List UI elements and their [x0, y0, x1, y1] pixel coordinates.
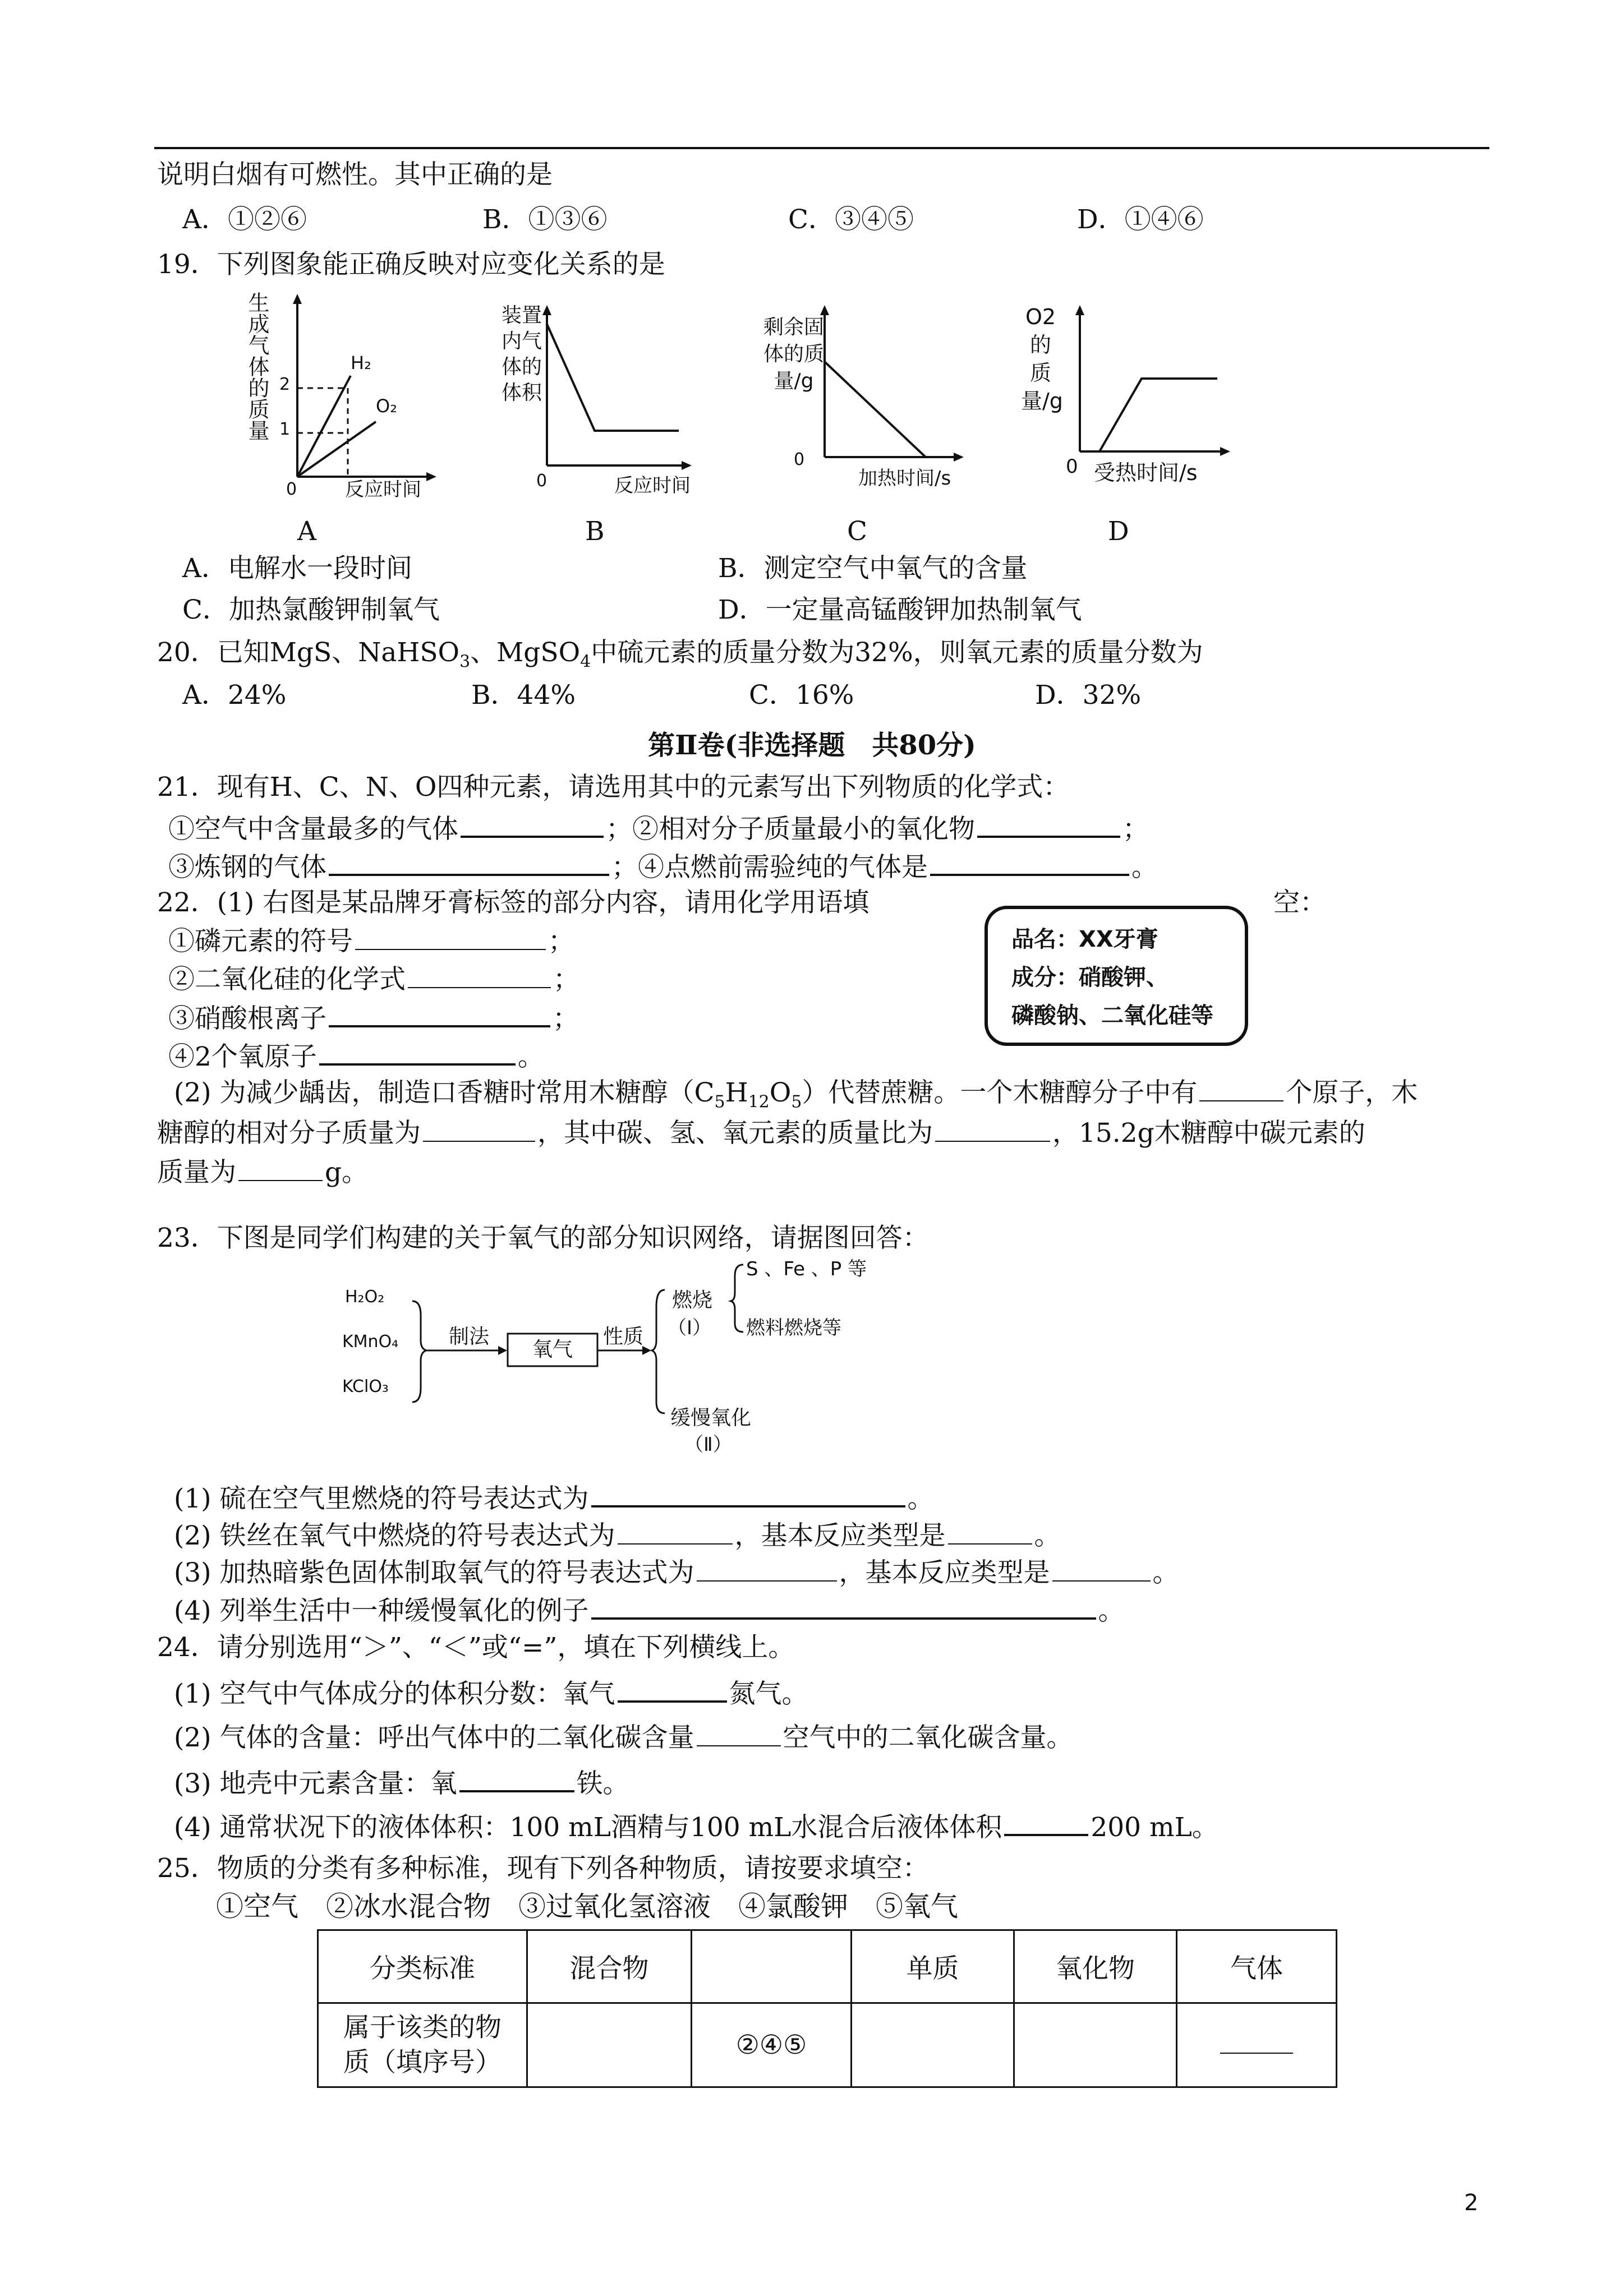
table-header-blank[interactable]	[692, 1930, 852, 2003]
diagram-arrow-1-head	[498, 1346, 507, 1355]
graph-c-xaxis-arrow	[954, 453, 964, 462]
diagram-burn-label: 燃烧	[672, 1289, 713, 1312]
q24-item-2-text: (2) 气体的含量：呼出气体中的二氧化碳含量	[174, 1722, 694, 1753]
q21-item-4: ；④点燃前需验纯的气体是	[611, 852, 928, 883]
q23-item-3-mid: ，基本反应类型是	[839, 1557, 1050, 1588]
q22-p2-l2a: 糖醇的相对分子质量为	[157, 1118, 421, 1149]
q18-option-a: A．①②⑥	[182, 204, 307, 235]
diagram-source-kmno4: KMnO₄	[342, 1332, 399, 1352]
table-row-label-1: 属于该类的物	[343, 2012, 502, 2043]
q22-p2-sub-3: 5	[791, 1092, 802, 1112]
graph-b-xaxis-arrow	[682, 461, 692, 470]
q20-option-b: B．44%	[471, 680, 576, 711]
diagram-burn-item-2: 燃料燃烧等	[746, 1317, 841, 1339]
q23-item-3-text: (3) 加热暗紫色固体制取氧气的符号表达式为	[174, 1557, 694, 1588]
q21-item-2-end: ；	[1122, 814, 1149, 845]
q21-blank-1[interactable]	[461, 811, 604, 838]
table-gas-blank[interactable]	[1220, 2041, 1293, 2054]
q21-item-3: ③炼钢的气体	[168, 852, 326, 883]
q22-p2-l2c: ，15.2g木糖醇中碳元素的	[1052, 1118, 1365, 1149]
table-cell-element[interactable]	[852, 2003, 1014, 2087]
diagram-source-brace	[412, 1301, 426, 1402]
table-header-row	[318, 1930, 1337, 2003]
graph-b-curve	[547, 324, 679, 431]
q21-line-1	[168, 811, 1149, 846]
q22-item-2-end: ；	[553, 964, 579, 995]
q22-blank-5[interactable]	[1199, 1076, 1283, 1101]
graph-b	[494, 303, 718, 499]
q23-item-1-text: (1) 硫在空气里燃烧的符号表达式为	[174, 1483, 589, 1514]
graph-b-origin: 0	[536, 471, 548, 491]
q24-item-3	[174, 1765, 629, 1801]
header-rule	[154, 147, 1489, 149]
graph-d-origin: 0	[1066, 455, 1078, 478]
q22-blank-8[interactable]	[238, 1155, 323, 1181]
q22-item-4-text: ④2个氧原子	[168, 1041, 317, 1072]
q22-item-1-text: ①磷元素的符号	[168, 926, 353, 957]
table-cell-mixture[interactable]	[527, 2003, 692, 2087]
q22-item-4	[168, 1039, 544, 1074]
q23-blank-5[interactable]	[1052, 1556, 1151, 1582]
graph-b-xlabel: 反应时间	[614, 474, 691, 497]
graph-a-letter: A	[297, 516, 316, 547]
q23-item-2	[174, 1519, 1061, 1553]
table-answer-row	[318, 2003, 1337, 2087]
table-row-label-2: 质（填序号）	[343, 2046, 502, 2078]
q24-blank-4[interactable]	[1004, 1809, 1088, 1836]
q20-stem-post: 中硫元素的质量分数为32%，则氧元素的质量分数为	[591, 637, 1203, 668]
q21-blank-2[interactable]	[977, 811, 1120, 838]
diagram-slow-label: 缓慢氧化	[670, 1407, 752, 1430]
q22-item-1	[168, 924, 574, 958]
graph-c-curve	[825, 362, 926, 457]
q24-item-2	[174, 1721, 1073, 1755]
q24-blank-3[interactable]	[459, 1765, 574, 1792]
q21-blank-4[interactable]	[930, 849, 1129, 876]
page-number: 2	[1464, 2190, 1479, 2216]
q24-item-1-text: (1) 空气中气体成分的体积分数：氧气	[174, 1679, 615, 1709]
toothpaste-label-line-3: 磷酸钠、二氧化硅等	[1011, 1003, 1213, 1029]
q24-item-4-text: (4) 通常状况下的液体体积：100 mL酒精与100 mL水混合后液体体积	[174, 1812, 1002, 1843]
q22-p2-sub-2: 12	[748, 1092, 770, 1112]
q22-stem-end: 空：	[1273, 887, 1326, 918]
q20-stem-pre: 20．已知MgS、NaHSO	[157, 637, 460, 668]
q23-item-1-end: 。	[907, 1483, 934, 1514]
q19-option-c: C．加热氯酸钾制氧气	[182, 594, 440, 625]
q22-item-4-end: 。	[517, 1041, 544, 1072]
graph-b-yaxis-arrow	[542, 305, 551, 315]
q22-item-3-text: ③硝酸根离子	[168, 1003, 326, 1034]
q22-blank-7[interactable]	[935, 1116, 1050, 1142]
q19-option-d: D．一定量高锰酸钾加热制氧气	[718, 594, 1082, 625]
q22-p2-e: 个原子，木	[1286, 1077, 1418, 1108]
q19-stem: 19．下列图象能正确反映对应变化关系的是	[157, 249, 665, 280]
table-cell-gas[interactable]	[1177, 2003, 1337, 2087]
q22-blank-4[interactable]	[319, 1039, 516, 1066]
table-cell-blank-category: ②④⑤	[692, 2003, 852, 2087]
q24-stem: 24．请分别选用“＞”、“＜”或“=”，填在下列横线上。	[157, 1632, 795, 1663]
q22-item-2-text: ②二氧化硅的化学式	[168, 964, 406, 995]
q22-p2-a: (2) 为减少龋齿，制造口香糖时常用木糖醇（C	[174, 1077, 715, 1108]
table-cell-oxide[interactable]	[1014, 2003, 1177, 2087]
graph-d-ylabel: O2的质量/g	[1021, 305, 1063, 413]
diagram-slow-number: （Ⅱ）	[684, 1433, 732, 1456]
q22-part2-line-1	[174, 1076, 1418, 1119]
q24-item-1	[174, 1676, 808, 1711]
graph-a-xaxis-arrow	[426, 472, 436, 481]
graph-a	[241, 292, 466, 499]
toothpaste-label-line-1: 品名：XX牙膏	[1011, 926, 1158, 952]
graph-a-xlabel: 反应时间	[345, 478, 421, 501]
q21-item-2: ；②相对分子质量最小的氧化物	[606, 814, 975, 845]
q23-item-4	[174, 1593, 1125, 1628]
q18-option-b: B．①③⑥	[482, 204, 608, 235]
q23-blank-4[interactable]	[697, 1556, 837, 1582]
q22-p2-l2b: ，其中碳、氢、氧元素的质量比为	[537, 1118, 933, 1149]
diagram-source-kclo3: KClO₃	[342, 1377, 389, 1396]
diagram-method-label: 制法	[449, 1325, 490, 1348]
graph-a-origin: 0	[286, 480, 297, 499]
graph-d-xaxis-arrow	[1220, 447, 1230, 456]
q25-stem: 25．物质的分类有多种标准，现有下列各种物质，请按要求填空：	[157, 1853, 929, 1884]
graph-c-letter: C	[847, 516, 867, 547]
toothpaste-label-line-2: 成分：硝酸钾、	[1011, 965, 1168, 990]
q20-stem-mid: 、MgSO	[470, 637, 581, 668]
q22-p2-b: H	[725, 1077, 748, 1108]
q23-item-4-end: 。	[1098, 1596, 1125, 1626]
graph-d-curve	[1099, 379, 1217, 451]
q21-stem: 21．现有H、C、N、O四种元素，请选用其中的元素写出下列物质的化学式：	[157, 772, 1070, 803]
table-header-gas: 气体	[1177, 1930, 1337, 2003]
q18-option-d: D．①④⑥	[1077, 204, 1204, 235]
graph-a-tick-1: 1	[279, 419, 291, 439]
q24-blank-2[interactable]	[697, 1721, 781, 1746]
graph-a-tick-2: 2	[279, 375, 291, 394]
q23-item-3	[174, 1556, 1179, 1590]
q22-p2-l3a: 质量为	[157, 1157, 236, 1188]
q22-part2-line-2	[157, 1116, 1365, 1150]
q22-blank-6[interactable]	[423, 1116, 535, 1142]
q22-item-1-end: ；	[548, 926, 574, 957]
table-header-criterion: 分类标准	[318, 1930, 527, 2003]
q23-blank-3[interactable]	[948, 1519, 1032, 1545]
q20-sub-1: 3	[459, 652, 471, 672]
section-2-title: 第Ⅱ卷(非选择题 共80分)	[648, 730, 976, 761]
q22-stem: 22．(1) 右图是某品牌牙膏标签的部分内容，请用化学用语填	[157, 887, 869, 918]
q22-p2-sub-1: 5	[714, 1092, 725, 1112]
q20-stem	[157, 636, 1203, 679]
q20-sub-2: 4	[580, 652, 591, 672]
q23-item-2-end: 。	[1034, 1520, 1061, 1551]
graph-c-origin: 0	[794, 450, 805, 469]
q23-blank-6[interactable]	[591, 1593, 1096, 1620]
q24-item-1-end: 氮气。	[729, 1679, 808, 1709]
graph-c	[763, 303, 987, 499]
diagram-burn-item-1: S 、Fe 、P 等	[746, 1258, 867, 1280]
graph-c-xlabel: 加热时间/s	[858, 467, 951, 490]
q22-item-2	[168, 962, 579, 997]
q24-item-3-text: (3) 地壳中元素含量：氧	[174, 1768, 457, 1799]
q24-item-3-end: 铁。	[576, 1768, 629, 1799]
q21-item-1: ①空气中含量最多的气体	[168, 814, 458, 845]
diagram-source-h2o2: H₂O₂	[345, 1287, 385, 1307]
graph-c-yaxis-arrow	[820, 305, 829, 315]
q22-blank-3[interactable]	[329, 1001, 550, 1027]
q22-p2-l3b: g。	[325, 1157, 369, 1188]
q20-option-c: C．16%	[749, 680, 854, 711]
diagram-oxygen-label: 氧气	[532, 1338, 573, 1361]
q18-stem-tail: 说明白烟有可燃性。其中正确的是	[157, 159, 553, 190]
q24-item-4-end: 200 mL。	[1091, 1812, 1218, 1843]
q22-part2-line-3	[157, 1155, 368, 1190]
q22-p2-c: O	[769, 1077, 792, 1108]
q20-option-a: A．24%	[182, 680, 287, 711]
table-header-oxide: 氧化物	[1014, 1930, 1177, 2003]
oxygen-knowledge-diagram	[337, 1258, 898, 1456]
q23-item-1	[174, 1481, 934, 1516]
q19-option-b: B．测定空气中氧气的含量	[718, 553, 1028, 584]
q24-item-2-end: 空气中的二氧化碳含量。	[783, 1722, 1073, 1753]
q19-option-a: A．电解水一段时间	[182, 553, 412, 584]
graph-a-h2-label: H₂	[351, 352, 371, 374]
table-header-element: 单质	[852, 1930, 1014, 2003]
q22-blank-1[interactable]	[355, 924, 546, 950]
graph-b-ylabel: 装置内气体的体积	[501, 304, 542, 404]
graph-a-yaxis-arrow	[293, 294, 302, 304]
q22-blank-2[interactable]	[408, 962, 551, 988]
q23-blank-1[interactable]	[591, 1481, 905, 1507]
diagram-property-label: 性质	[603, 1325, 644, 1348]
q23-item-4-text: (4) 列举生活中一种缓慢氧化的例子	[174, 1596, 589, 1626]
graph-d-yaxis-arrow	[1075, 305, 1084, 315]
q22-item-3-end: ；	[553, 1003, 579, 1034]
q25-substances: ①空气 ②冰水混合物 ③过氧化氢溶液 ④氯酸钾 ⑤氧气	[216, 1891, 959, 1922]
graph-a-ylabel: 生成气体的质量	[245, 292, 269, 441]
diagram-property-brace	[652, 1290, 665, 1413]
graph-d	[1021, 303, 1257, 499]
diagram-burn-brace	[731, 1265, 743, 1332]
table-header-mixture: 混合物	[527, 1930, 692, 2003]
toothpaste-label	[984, 906, 1248, 1046]
q18-option-c: C．③④⑤	[788, 204, 914, 235]
q23-item-3-end: 。	[1152, 1557, 1179, 1588]
graph-a-h2-line	[297, 376, 351, 477]
graph-a-o2-line	[297, 422, 376, 477]
graph-c-ylabel: 剩余固体的质量/g	[763, 316, 824, 393]
q24-item-4	[174, 1809, 1218, 1845]
q22-item-3	[168, 1001, 579, 1036]
graph-a-o2-label: O₂	[376, 395, 398, 417]
table-row-label	[318, 2003, 527, 2087]
q20-option-d: D．32%	[1035, 680, 1142, 711]
graph-d-xlabel: 受热时间/s	[1094, 460, 1198, 485]
q21-item-4-end: 。	[1131, 852, 1158, 883]
classification-table	[317, 1929, 1337, 2088]
q21-line-2	[168, 849, 1158, 884]
q23-item-2-text: (2) 铁丝在氧气中燃烧的符号表达式为	[174, 1520, 615, 1551]
q23-stem: 23．下图是同学们构建的关于氧气的部分知识网络，请据图回答：	[157, 1223, 929, 1253]
graph-d-letter: D	[1108, 516, 1129, 547]
q23-item-2-mid: ，基本反应类型是	[734, 1520, 946, 1551]
graph-b-letter: B	[585, 516, 605, 547]
diagram-burn-number: （Ⅰ）	[668, 1317, 712, 1339]
q24-blank-1[interactable]	[618, 1676, 727, 1703]
q22-p2-d: ）代替蔗糖。一个木糖醇分子中有	[802, 1077, 1198, 1108]
q23-blank-2[interactable]	[618, 1519, 733, 1545]
q21-blank-3[interactable]	[329, 849, 609, 876]
